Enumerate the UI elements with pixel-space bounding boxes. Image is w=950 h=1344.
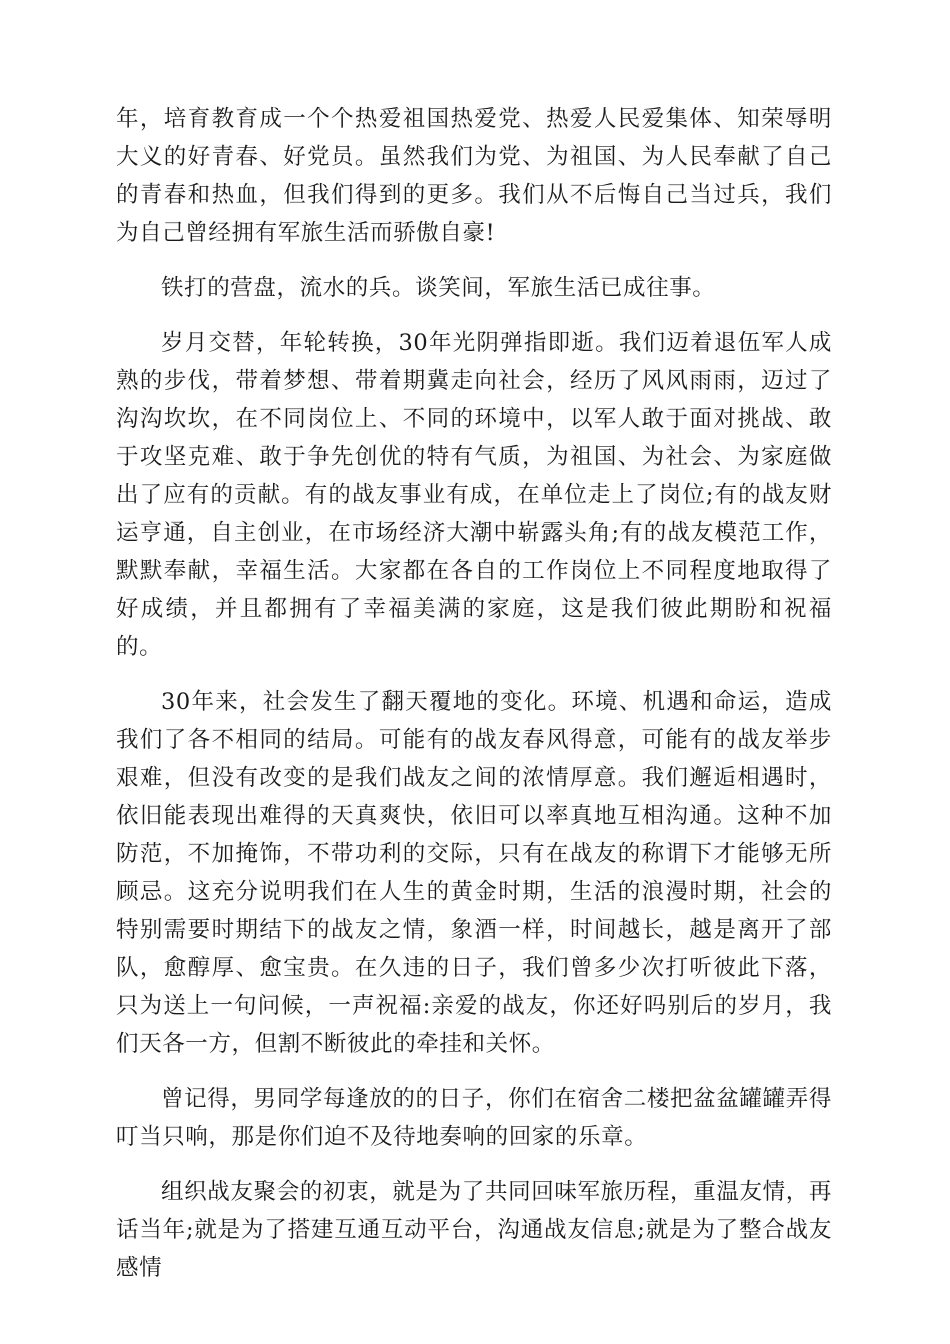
paragraph-2: 铁打的营盘，流水的兵。谈笑间，军旅生活已成往事。 bbox=[161, 275, 716, 301]
paragraph-5: 曾记得，男同学每逢放的的日子，你们在宿舍二楼把盆盆罐罐弄得叮当只响，那是你们迫不及待地奏响的回家的乐章。 bbox=[116, 1086, 832, 1150]
paragraph-3: 岁月交替，年轮转换，30年光阴弹指即逝。我们迈着退伍军人成熟的步伐，带着梦想、带着期冀走向社会，经历了风风雨雨，迈过了沟沟坎坎，在不同岗位上、不同的环境中，以军人敢于面对挑战、敢于攻坚克难、敢于争先创优的特有气质，为祖国、为社会、为家庭做出了应有的贡献。有的战友事业有成，在单位走上了岗位;有的战友财运亨通，自主创业，在市场经济大潮中崭露头角;有的战友模范工作，默默奉献，幸福生活。大家都在各自的工作岗位上不同程度地取得了好成绩，并且都拥有了幸福美满的家庭，这是我们彼此期盼和祝福的。 bbox=[116, 330, 832, 660]
paragraph-6: 组织战友聚会的初衷，就是为了共同回味军旅历程，重温友情，再话当年;就是为了搭建互通互动平台，沟通战友信息;就是为了整合战友感情 bbox=[116, 1179, 832, 1281]
paragraph-1: 年，培育教育成一个个热爱祖国热爱党、热爱人民爱集体、知荣辱明大义的好青春、好党员。虽然我们为党、为祖国、为人民奉献了自己的青春和热血，但我们得到的更多。我们从不后悔自己当过兵，我们为自己曾经拥有军旅生活而骄傲自豪! bbox=[116, 106, 832, 246]
document-body bbox=[116, 100, 832, 1304]
paragraph-4: 30年来，社会发生了翻天覆地的变化。环境、机遇和命运，造成我们了各不相同的结局。可能有的战友春风得意，可能有的战友举步艰难，但没有改变的是我们战友之间的浓情厚意。我们邂逅相遇时，依旧能表现出难得的天真爽快，依旧可以率真地互相沟通。这种不加防范，不加掩饰，不带功利的交际，只有在战友的称谓下才能够无所顾忌。这充分说明我们在人生的黄金时期，生活的浪漫时期，社会的特别需要时期结下的战友之情，象酒一样，时间越长，越是离开了部队，愈醇厚、愈宝贵。在久违的日子，我们曾多少次打听彼此下落，只为送上一句问候，一声祝福:亲爱的战友，你还好吗别后的岁月，我们天各一方，但割不断彼此的牵挂和关怀。 bbox=[116, 689, 832, 1057]
